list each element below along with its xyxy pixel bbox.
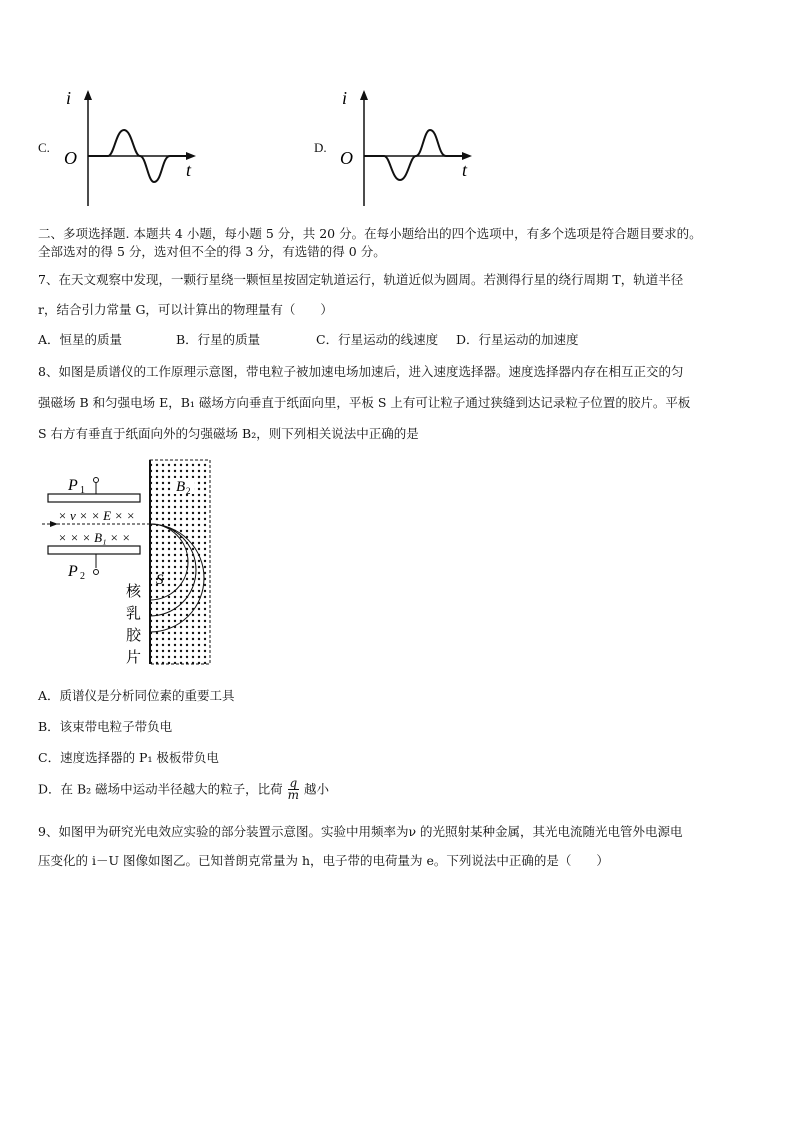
q8-line1: 8、如图是质谱仪的工作原理示意图，带电粒子被加速电场加速后，进入速度选择器。速度选择器内存在相互正交的匀 bbox=[38, 364, 684, 379]
q9-line2: 压变化的 i－U 图像如图乙。已知普朗克常量为 h，电子带的电荷量为 e。下列说法中正确的是（ ） bbox=[38, 853, 609, 868]
film-label-4: 片 bbox=[126, 650, 142, 666]
graph-c-origin: O bbox=[64, 148, 77, 168]
mass-spectrometer-svg bbox=[40, 456, 220, 668]
label-p2: P bbox=[68, 563, 78, 580]
q8-option-d bbox=[38, 778, 329, 801]
q8-option-d-prefix: D．在 B₂ 磁场中运动半径越大的粒子，比荷 bbox=[38, 781, 283, 797]
graph-d-plot bbox=[312, 88, 482, 212]
section2-line1: 二、多项选择题. 本题共 4 小题，每小题 5 分，共 20 分。在每小题给出的四个选项中，有多个选项是符合题目要求的。 bbox=[38, 226, 702, 241]
ratio-numerator: q bbox=[289, 776, 298, 790]
graph-d-origin: O bbox=[340, 148, 353, 168]
film-label-1: 核 bbox=[126, 584, 142, 600]
q9-line1: 9、如图甲为研究光电效应实验的部分装置示意图。实验中用频率为ν 的光照射某种金属，其光电流随光电管外电源电 bbox=[38, 824, 683, 839]
graph-c bbox=[36, 88, 206, 212]
graph-d-waveform bbox=[364, 130, 468, 180]
q8-option-d-suffix: 越小 bbox=[304, 781, 330, 797]
charge-mass-ratio bbox=[288, 778, 299, 801]
film-label-3: 胶 bbox=[126, 628, 142, 644]
plate-p1 bbox=[48, 494, 140, 502]
graph-c-option-label: C. bbox=[38, 140, 50, 155]
row-b1-field: × × × B₁ × × bbox=[58, 530, 131, 545]
q7-line2: r，结合引力常量 G，可以计算出的物理量有（ ） bbox=[38, 302, 333, 317]
graph-c-axis-i: i bbox=[66, 88, 72, 108]
label-p1-sub: 1 bbox=[80, 485, 85, 496]
q8-option-b: B．该束带电粒子带负电 bbox=[38, 719, 173, 734]
label-p2-sub: 2 bbox=[80, 571, 85, 582]
ratio-denominator: m bbox=[287, 788, 300, 802]
row-e-field: × v × × E × × bbox=[58, 508, 136, 523]
graph-d-vertical-arrow bbox=[360, 90, 368, 100]
graph-c-axis-t: t bbox=[186, 160, 192, 180]
graph-d bbox=[312, 88, 482, 212]
q8-line3: S 右方有垂直于纸面向外的匀强磁场 B₂，则下列相关说法中正确的是 bbox=[38, 426, 419, 441]
section2-line2: 全部选对的得 5 分，选对但不全的得 3 分，有选错的得 0 分。 bbox=[38, 244, 386, 259]
q8-option-c: C．速度选择器的 P₁ 极板带负电 bbox=[38, 750, 219, 765]
q7-option-c: C．行星运动的线速度 bbox=[316, 332, 439, 347]
q8-option-a: A．质谱仪是分析同位素的重要工具 bbox=[38, 688, 235, 703]
graph-d-axis-t: t bbox=[462, 160, 468, 180]
graph-d-axis-i: i bbox=[342, 88, 348, 108]
graph-c-vertical-arrow bbox=[84, 90, 92, 100]
q7-option-d: D．行星运动的加速度 bbox=[456, 332, 579, 347]
graph-d-option-label: D. bbox=[314, 140, 327, 155]
q8-line2: 强磁场 B 和匀强电场 E，B₁ 磁场方向垂直于纸面向里，平板 S 上有可让粒子通过狭缝到达记录粒子位置的胶片。平板 bbox=[38, 395, 691, 410]
label-b2-sub: 2 bbox=[186, 486, 191, 496]
mass-spectrometer-diagram bbox=[40, 456, 220, 668]
film-label-2: 乳 bbox=[126, 606, 142, 622]
label-s: S bbox=[156, 572, 164, 588]
q7-option-b: B．行星的质量 bbox=[176, 332, 261, 347]
graph-c-waveform bbox=[88, 130, 192, 182]
plate-p2 bbox=[48, 546, 140, 554]
label-p1: P bbox=[68, 477, 78, 494]
graph-c-plot bbox=[36, 88, 206, 212]
q7-line1: 7、在天文观察中发现，一颗行星绕一颗恒星按固定轨道运行，轨道近似为圆周。若测得行星的绕行周期 T，轨道半径 bbox=[38, 272, 684, 287]
label-b2: B bbox=[176, 479, 186, 495]
q7-option-a: A．恒星的质量 bbox=[38, 332, 123, 347]
